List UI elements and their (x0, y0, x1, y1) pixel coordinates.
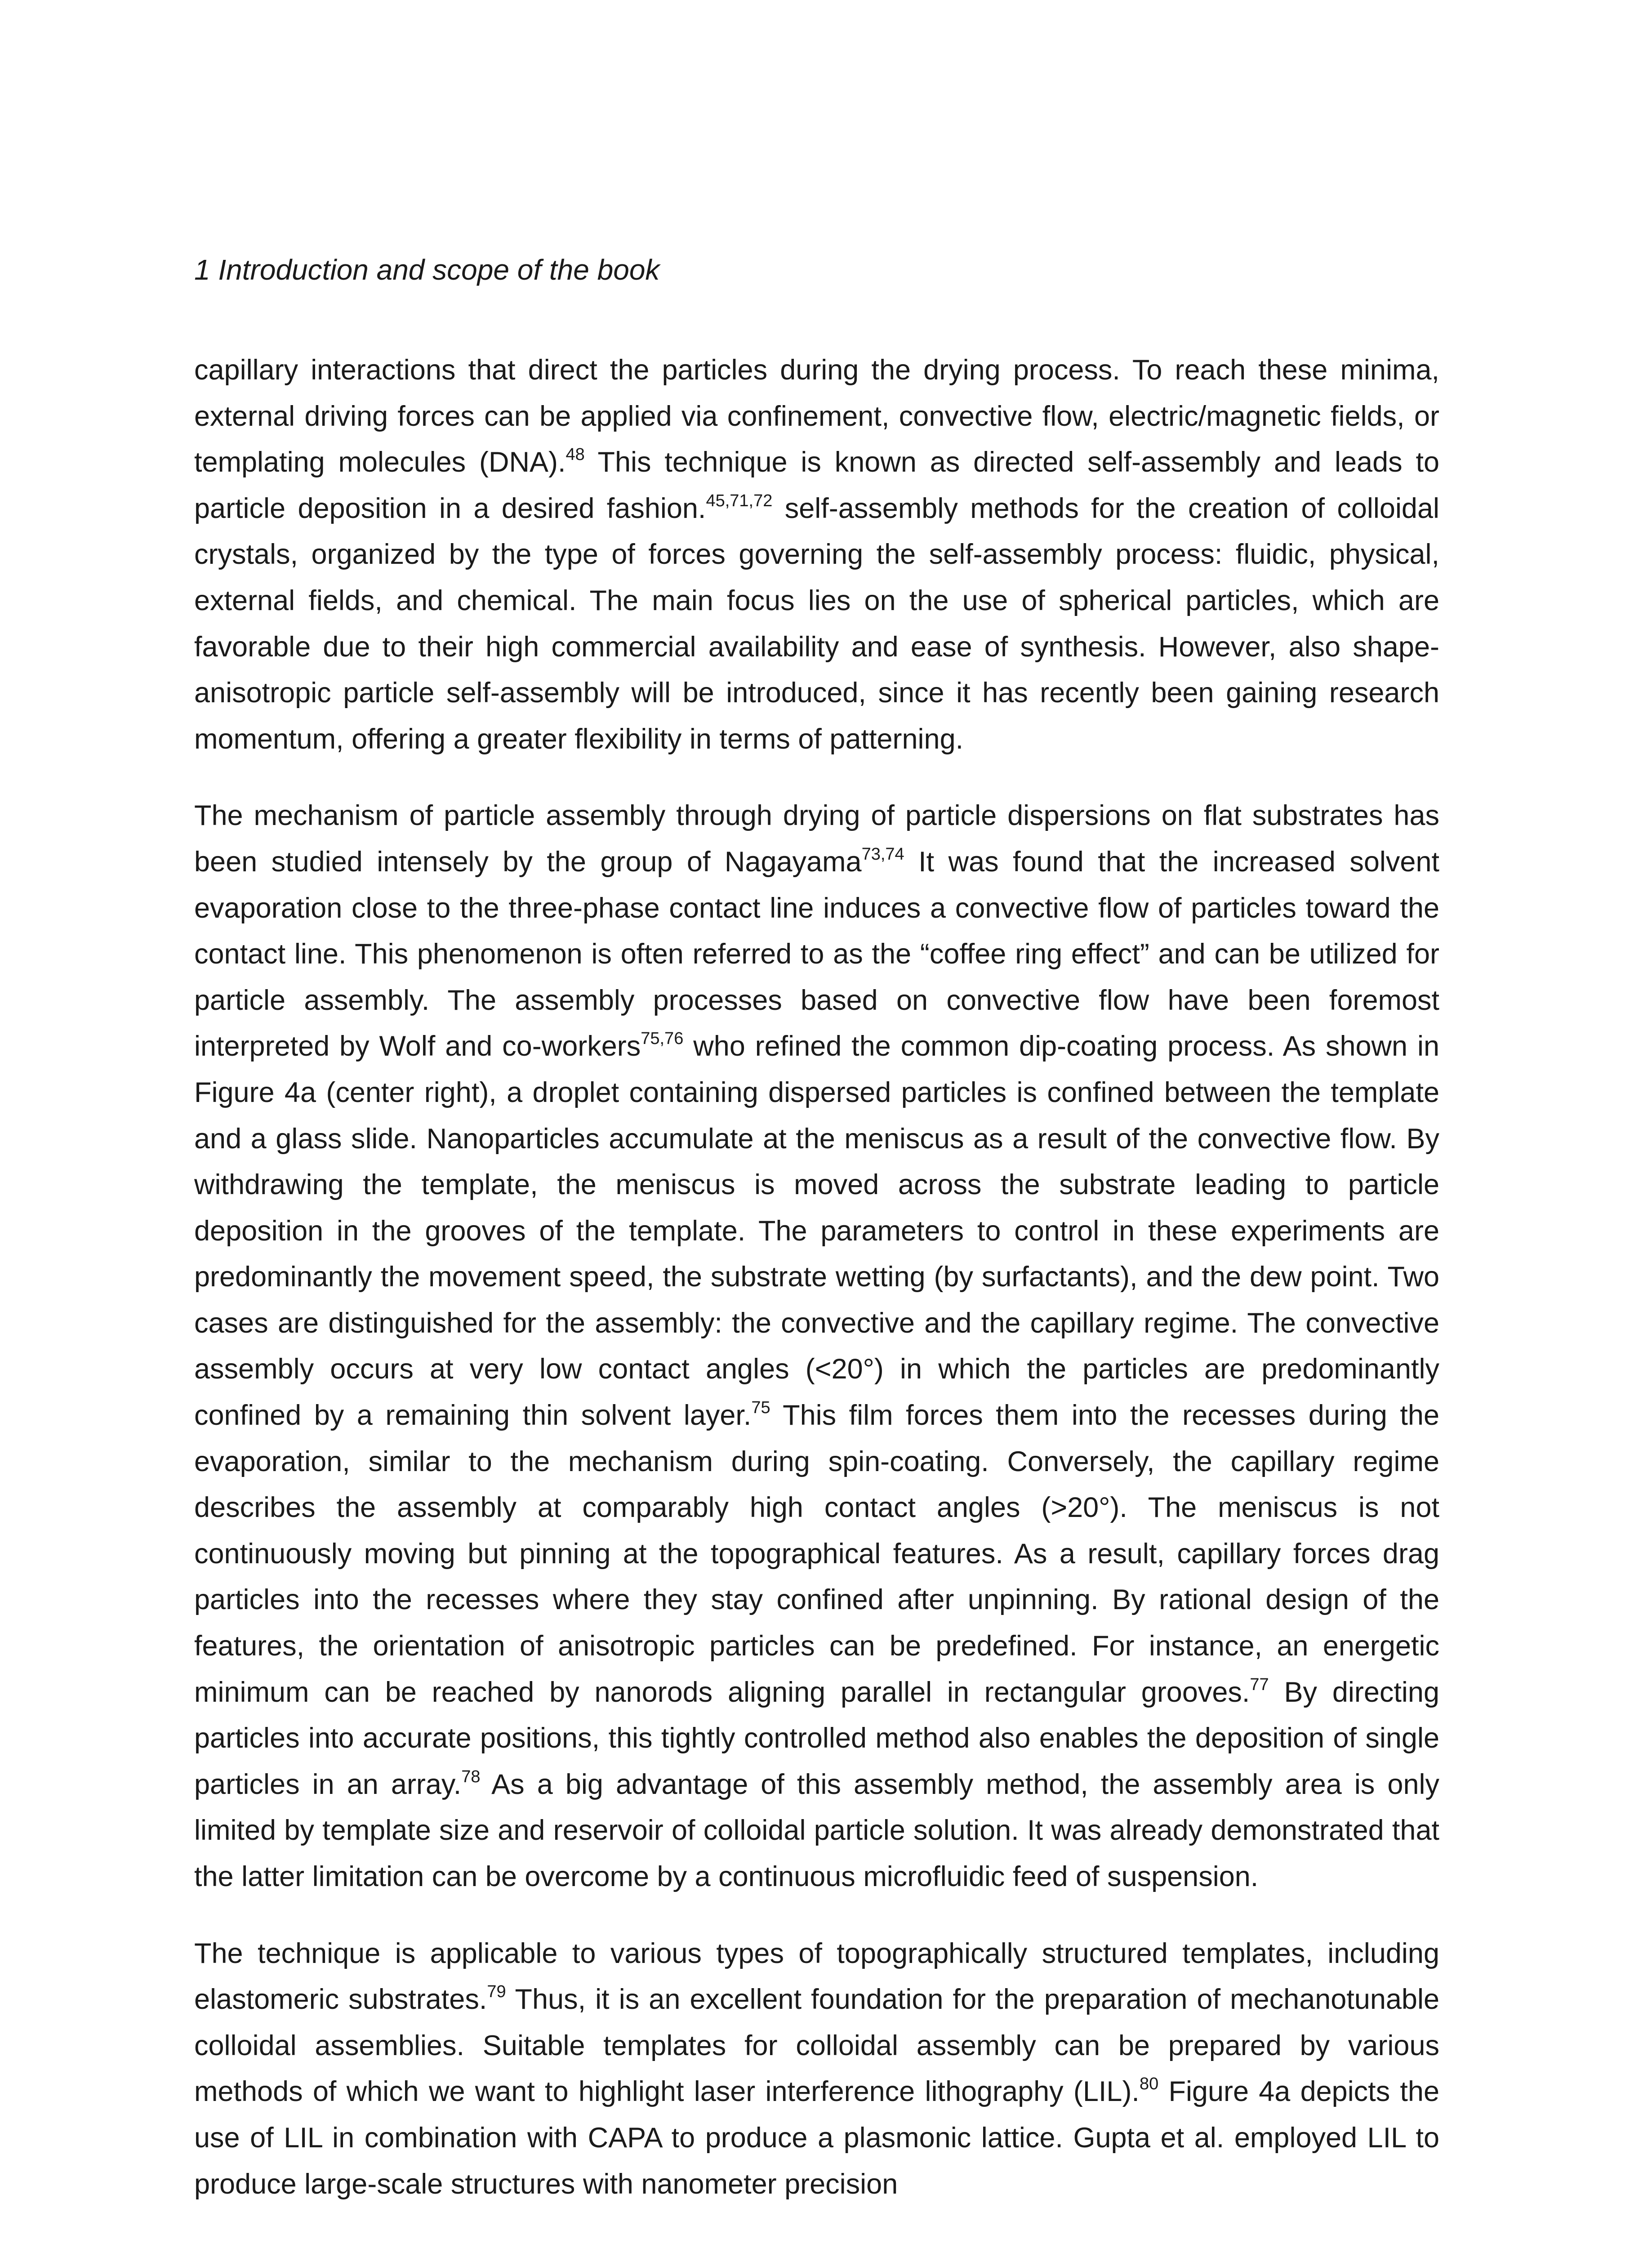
text-run: Figure 4a depicts the use of LIL in combination with CAPA to produce a plasmonic lattice. Gupta et al. employed LIL to produce large-scale structures with nanometer precision (194, 2076, 1440, 2200)
text-run: This technique is known as directed self-assembly and leads to particle deposition in a desired fashion. (194, 446, 1439, 524)
text-run: It was found that the increased solvent evaporation close to the three-phase contact line induces a convective flow of particles toward the contact line. This phenomenon is often referred to as the “coffee ring effect” and can be utilized for particle assembly. The assembly processes based on convective flow have been foremost interpreted by Wolf and co-workers (194, 846, 1440, 1062)
running-head: 1 Introduction and scope of the book (194, 254, 660, 286)
text-run: Thus, it is an excellent foundation for the preparation of mechanotunable colloidal assemblies. Suitable templates for colloidal assembly can be prepared by various methods of which we want to highlight laser interference lithography (LIL). (194, 1984, 1440, 2108)
text-run: self-assembly methods for the creation of colloidal crystals, organized by the type of forces governing the self-assembly process: fluidic, physical, external fields, and chemical. The main focus lies on the use of spherical particles, which are favorable due to their high commercial availability and ease of synthesis. However, also shape-anisotropic particle self-assembly will be introduced, since it has recently been gaining research momentum, offering a greater flexibility in terms of patterning. (194, 492, 1440, 755)
citation-superscript: 77 (1250, 1675, 1269, 1694)
citation-superscript: 48 (566, 445, 585, 464)
paragraph (194, 1931, 1439, 2208)
paragraph (194, 793, 1439, 1900)
text-run: As a big advantage of this assembly method, the assembly area is only limited by template size and reservoir of colloidal particle solution. It was already demonstrated that the latter limitation can be overcome by a continuous microfluidic feed of suspension. (194, 1768, 1439, 1892)
text-run: capillary interactions that direct the particles during the drying process. To reach these minima, external driving forces can be applied via confinement, convective flow, electric/magnetic fields, or templating molecules (DNA). (194, 354, 1439, 478)
text-run: By directing particles into accurate positions, this tightly controlled method also enables the deposition of single particles in an array. (194, 1676, 1439, 1800)
text-run: who refined the common dip-coating process. As shown in Figure 4a (center right), a droplet containing dispersed particles is confined between the template and a glass slide. Nanoparticles accumulate at the meniscus as a result of the convective flow. By withdrawing the template, the meniscus is moved across the substrate leading to particle deposition in the grooves of the template. The parameters to control in these experiments are predominantly the movement speed, the substrate wetting (by surfactants), and the dew point. Two cases are distinguished for the assembly: the convective and the capillary regime. The convective assembly occurs at very low contact angles (<20°) in which the particles are predominantly confined by a remaining thin solvent layer. (194, 1030, 1439, 1432)
text-run: The technique is applicable to various types of topographically structured templates, including elastomeric substrates. (194, 1937, 1439, 2016)
citation-superscript: 73,74 (861, 844, 904, 864)
text-run: This film forces them into the recesses during the evaporation, similar to the mechanism during spin-coating. Conversely, the capillary regime describes the assembly at comparably high contact angles (>20°). The meniscus is not continuously moving but pinning at the topographical features. As a result, capillary forces drag particles into the recesses where they stay confined after unpinning. By rational design of the features, the orientation of anisotropic particles can be predefined. For instance, an energetic minimum can be reached by nanorods aligning parallel in rectangular grooves. (194, 1400, 1439, 1708)
citation-superscript: 45,71,72 (706, 491, 773, 510)
paragraph (194, 347, 1439, 762)
citation-superscript: 78 (461, 1767, 481, 1786)
citation-superscript: 79 (487, 1982, 506, 2002)
citation-superscript: 75,76 (641, 1029, 684, 1048)
body-text (194, 347, 1439, 2207)
text-run: The mechanism of particle assembly through drying of particle dispersions on flat substrates has been studied intensely by the group of Nagayama (194, 800, 1439, 878)
citation-superscript: 75 (751, 1398, 770, 1418)
citation-superscript: 80 (1139, 2074, 1159, 2094)
